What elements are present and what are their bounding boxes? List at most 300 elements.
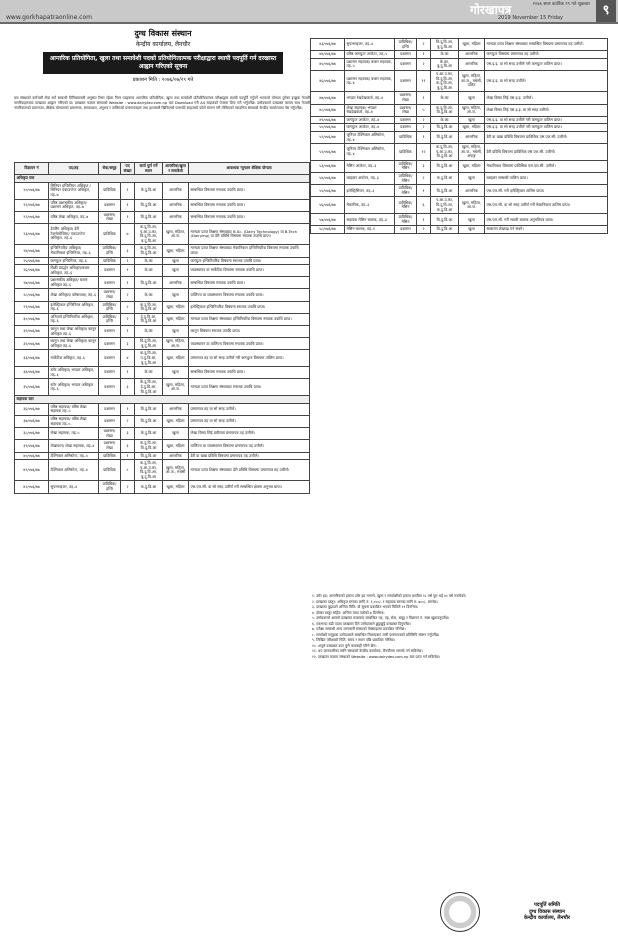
service-group: प्रशासन/लेखा: [99, 211, 121, 223]
work-place: वि.दु.वि.आ: [135, 277, 163, 289]
ad-number: २५/०७६/७७: [15, 257, 49, 265]
post-name: जुनियर टेक्निकल असिस्टेन्ट, तह–४: [345, 131, 395, 143]
service-group: प्राविधिक/मेसिन: [395, 214, 417, 226]
qualification: एस.एल.सी. वा सो सरह उत्तीर्ण गरी सम्बन्धित क्षेत्रमा अनुभव प्राप्त।: [189, 481, 310, 493]
table-row: [311, 124, 608, 132]
signature-line: पदपूर्ति समिति: [533, 902, 561, 908]
post-count: ३: [121, 428, 135, 440]
note-item: १. उमेर हद: आन्तरिकको हकमा उमेर हद नलाग्ने, खुला र समावेशीको हकमा कम्तीमा १८ वर्ष पूरा भई ४० वर्ष ननाघेको।: [312, 594, 467, 598]
post-count: ३: [417, 160, 431, 172]
service-group: प्राविधिक: [99, 223, 121, 244]
post-count: २: [121, 313, 135, 325]
competition-type: खुला, महिला: [163, 415, 189, 427]
qualification: मान्यता प्राप्त शिक्षण संस्थाबाट B.Sc. (Dairy Technology) वा B.Tech (Dairying) वा डेरी प्रविधि विषयमा स्नातक उपाधि प्राप्त।: [189, 223, 310, 244]
post-count: १: [121, 199, 135, 211]
service-group: प्रशासन/लेखा: [99, 428, 121, 440]
table-row: [311, 70, 608, 91]
work-place: वि.दु.वि.आ: [431, 226, 459, 234]
post-name: टेक्निकल असिस्टेन्ट, तह–४: [49, 460, 99, 481]
service-group: प्रशासन: [99, 379, 121, 396]
post-name: प्रशासन सहायक/ बजार सहायक, तह–५: [345, 58, 395, 70]
table-row: [15, 415, 310, 427]
post-count: १: [121, 277, 135, 289]
work-place: क.दु.वि.आ, प.आ.उ.का, वि.दु.वि.आ, ब.दु.वि.आ: [135, 223, 163, 244]
note-item: ४. दोब्बर दस्तुर सहित: अन्तिम म्याद नाघेको ७ दिनभित्र।: [312, 610, 385, 615]
post-count: २: [417, 173, 431, 185]
competition-type: खुला: [459, 116, 485, 124]
work-place: क.दु.वि.आ, प.आ.उ.का, वि.दु.वि.आ, बु.दु.वि.आ: [135, 460, 163, 481]
table-row: [311, 173, 608, 185]
col-header: आवश्यक न्यूनतम शैक्षिक योग्यता: [189, 163, 310, 175]
work-place: के.का: [135, 265, 163, 277]
service-group: प्रशासन/लेखा: [99, 440, 121, 452]
note-item: २. दरखास्त दस्तुर: अधिकृत स्तरका लागि रु. १,०००/- र सहायक स्तरका लागि रु. ७००/- लाग्नेछ।: [312, 599, 438, 604]
post-name: वरिष्ठ कम्प्युटर अपरेटर, तह–५: [345, 51, 395, 59]
ad-number: २८/०७६/७७: [15, 289, 49, 301]
competition-type: आन्तरिक: [459, 58, 485, 70]
service-group: प्राविधिक: [99, 452, 121, 460]
service-group: प्रशासन: [99, 403, 121, 415]
ad-number: ५८/०७६/७७: [311, 226, 345, 234]
service-group: प्रशासन: [99, 199, 121, 211]
table-row: [15, 440, 310, 452]
post-name: वरिष्ठ सहायक/ वरिष्ठ लेखा सहायक तह–५: [49, 403, 99, 415]
post-count: २: [121, 289, 135, 301]
table-row: [15, 289, 310, 301]
qualification: लेखा विषय लिई प्रवीणता प्रमाणपत्र तह उत्तीर्ण।: [189, 428, 310, 440]
post-name: कम्प्युटर अपरेटर, तह–४: [345, 124, 395, 132]
competition-type: खुला, महिला: [163, 301, 189, 313]
competition-type: खुला, महिला, आ.ज.: [163, 338, 189, 350]
post-count: १: [417, 214, 431, 226]
ad-number: २१/०७६/७७: [15, 199, 49, 211]
post-name: वरिष्ठ लेखा अधिकृत, तह–७: [49, 211, 99, 223]
qualification: मेकानिकल विषयमा प्राविधिक एस.एल.सी. उत्तीर्ण।: [485, 160, 608, 172]
table-row: [15, 211, 310, 223]
work-place: क.दु.वि.आ: [431, 173, 459, 185]
service-group: प्रशासन: [99, 338, 121, 350]
org-logo-icon: [440, 892, 480, 932]
service-group: प्रशासन: [395, 116, 417, 124]
table-row: [15, 338, 310, 350]
note-item: ११. थप जानकारीका लागि संस्थाको केन्द्रीय कार्यालय, लैनचौरमा सम्पर्क गर्न सकिनेछ।: [312, 649, 423, 653]
col-header: आन्तरिक/खुला र समावेशी: [163, 163, 189, 175]
post-name: स्टोर अधिकृत/ भण्डार अधिकृत, तह–६: [49, 367, 99, 379]
competition-type: खुला: [163, 428, 189, 440]
competition-type: खुला: [163, 265, 189, 277]
table-row: [311, 116, 608, 124]
service-group: प्राविधिक/मेसिन: [395, 197, 417, 214]
ad-number: २२/०७६/७७: [15, 211, 49, 223]
intro-paragraph: यस संस्थाको कर्मचारी सेवा सर्त सम्बन्धी विनियमावली अनुसार रिक्त रहेका निम्न पदहरूमा आन्तरिक प्रतियोगिता, खुला तथा समावेशी प्रतियोगितात्मक परीक्षाद्वारा स्थायी पदपूर्ति गर्नुपर्ने भएकाले योग्यता पुगेका इच्छुक नेपाली नागरिकहरूबाट दरखास्त आह्वान गरिएको छ। दरखास्त फाराम संस्थाको Website : www.dairydev.com.np बाट Download गरी A4 साइजको पेपरमा प्रिन्ट गरी भर्नुपर्नेछ। उम्मेदवारले दरखास्त फाराम साथ नेपाली नागरिकताको प्रमाणपत्र, शैक्षिक योग्यताको प्रमाणपत्र, समकक्षता, अनुभव र तालिमको प्रमाणपत्रहरू तथा हालसालै खिचिएको पासपोर्ट साइजको फोटो संलग्न गरी तोकिएको म्यादभित्र संस्थाको केन्द्रीय कार्यालयमा पेस गर्नुपर्नेछ।: [14, 96, 310, 110]
ad-number: ३४/०७६/७७: [15, 367, 49, 379]
table-row: [15, 301, 310, 313]
note-item: ३. दरखास्त बुझाउने अन्तिम मिति: यो सूचना प्रकाशित भएको मितिले २१ दिनभित्र।: [312, 605, 419, 609]
competition-type: खुला, महिला: [163, 313, 189, 325]
table-row: [15, 199, 310, 211]
signature-line: दुग्ध विकास संस्थान: [529, 908, 565, 915]
post-count: १: [121, 326, 135, 338]
competition-type: खुला: [163, 289, 189, 301]
post-name: सुपरभाइजर, तह–४: [345, 39, 395, 51]
post-count: ४: [121, 350, 135, 367]
col-header: पद संख्या: [121, 163, 135, 175]
service-group: प्रशासन/लेखा: [395, 92, 417, 104]
work-place: वि.दु.वि.आ: [135, 199, 163, 211]
qualification: व्यवस्थापन वा मार्केटिङ विषयमा स्नातक उपाधि प्राप्त।: [189, 265, 310, 277]
table-row: [15, 428, 310, 440]
vacancy-table-left: [14, 162, 310, 494]
ad-number: ५१/०७६/७७: [311, 131, 345, 143]
ad-number: ५४/०७६/७७: [311, 173, 345, 185]
work-place: के.का: [135, 326, 163, 338]
competition-type: खुला: [163, 257, 189, 265]
work-place: के.का: [431, 116, 459, 124]
col-header: विज्ञापन नं: [15, 163, 49, 175]
table-row: [311, 197, 608, 214]
notes-list: [312, 594, 608, 660]
ad-number: ३६/०७६/७७: [15, 403, 49, 415]
ad-number: ५६/०७६/७७: [311, 197, 345, 214]
publish-date: प्रकाशन मिति : २०७६/०७/२९ गते: [132, 77, 194, 83]
paper-date-en: 2019 November 15 Friday: [498, 15, 564, 21]
qualification: ब्वाइलर सम्बन्धी तालिम प्राप्त।: [485, 173, 608, 185]
competition-type: खुला, महिला: [459, 39, 485, 51]
post-count: १: [121, 367, 135, 379]
post-count: १: [417, 92, 431, 104]
table-row: [311, 92, 608, 104]
table-row: [311, 58, 608, 70]
table-row: [311, 104, 608, 116]
work-place: के.दु.वि.आ: [135, 428, 163, 440]
service-group: प्राविधिक/इन्जि: [99, 301, 121, 313]
work-place: वि.दु.वि.आ: [431, 185, 459, 197]
notice-title: आन्तरिक प्रतियोगिता, खुला तथा समावेशी पदको प्रतियोगितात्मक परीक्षाद्वारा स्थायी पदपूर्ति गर्न दरखास्त आह्वान गरिएको सूचना: [43, 52, 283, 74]
competition-type: खुला, महिला, आ.ज., मधेसी, अपाङ्ग: [459, 144, 485, 161]
post-count: २: [417, 116, 431, 124]
work-place: क.दु.वि.आ, वि.दु.वि.आ: [431, 104, 459, 116]
service-group: प्राविधिक: [99, 460, 121, 481]
work-place: के.का: [135, 289, 163, 301]
table-row: [311, 160, 608, 172]
qualification: वाणिज्य वा व्यवस्थापन विषयमा स्नातक उपाधि प्राप्त।: [189, 289, 310, 301]
work-place: वि.दु.वि.आ: [431, 160, 459, 172]
qualification: डेरी प्रविधि विषयमा प्राविधिक एस.एल.सी. उत्तीर्ण।: [485, 144, 608, 161]
work-place: क.दु.वि.आ, प.आ.उ.का, वि.दु.वि.आ: [431, 144, 459, 161]
table-row: [15, 326, 310, 338]
work-place: प.आ.उ.का, वि.दु.वि.आ, क.दु.वि.आ: [431, 197, 459, 214]
qualification: एस.इ.इ. वा सो सरह उत्तीर्ण गरी कम्प्युटर तालिम प्राप्त।: [485, 116, 608, 124]
post-count: १: [121, 265, 135, 277]
table-row: [15, 379, 310, 396]
table-row: [15, 481, 310, 493]
col-header: कार्य पूर्ण गर्ने स्थान: [135, 163, 163, 175]
competition-type: खुला, महिला, आ.ज.: [163, 223, 189, 244]
ad-number: ३०/०७६/७७: [15, 313, 49, 325]
competition-type: खुला, महिला, आ.ज.: [459, 104, 485, 116]
newspaper-masthead: [0, 0, 618, 24]
competition-type: आन्तरिक: [163, 199, 189, 211]
post-name: कम्प्युटर इन्जिनियर, तह–६: [49, 257, 99, 265]
post-count: ७: [121, 223, 135, 244]
work-place: के.का: [135, 257, 163, 265]
service-group: प्राविधिक: [99, 257, 121, 265]
post-name: स्टोर अधिकृत/ भण्डार अधिकृत तह–६: [49, 379, 99, 396]
work-place: वि.दु.वि.आ: [135, 415, 163, 427]
post-name: मेसिन चालक, तह–१: [345, 226, 395, 234]
post-count: ६: [417, 197, 431, 214]
competition-type: खुला, महिला: [459, 160, 485, 172]
table-row: [15, 313, 310, 325]
table-row: [311, 51, 608, 59]
post-count: २: [417, 124, 431, 132]
competition-type: खुला: [163, 326, 189, 338]
post-name: जुनियर टेक्निकल असिस्टेन्ट, तह–४: [345, 144, 395, 161]
ad-number: ४४/०७६/७७: [311, 51, 345, 59]
table-row: [15, 182, 310, 199]
post-count: १: [417, 185, 431, 197]
ad-number: २३/०७६/७७: [15, 223, 49, 244]
post-count: १: [121, 452, 135, 460]
ad-number: ४१/०७६/७७: [15, 460, 49, 481]
post-count: २: [417, 58, 431, 70]
table-header-row: [15, 163, 310, 175]
qualification: साधारण लेखपढ गर्न सक्ने।: [485, 226, 608, 234]
qualification: सम्बन्धित विषयमा स्नातक उपाधि प्राप्त।: [189, 367, 310, 379]
table-row: [15, 223, 310, 244]
qualification: मान्यता प्राप्त शिक्षण संस्थाबाट डेरी प्रविधि विषयमा प्रमाणपत्र तह उत्तीर्ण।: [189, 460, 310, 481]
table-row: [15, 452, 310, 460]
work-place: क.दु.वि.आ, वि.दु.वि.आ: [135, 245, 163, 257]
table-row: [15, 277, 310, 289]
post-count: २: [121, 301, 135, 313]
post-name: कम्प्युटर अपरेटर, तह–४: [345, 116, 395, 124]
qualification: प्रमाणपत्र तह वा सो सरह उत्तीर्ण गरी कम्प्युटर विषयमा तालिम प्राप्त।: [189, 350, 310, 367]
site-url[interactable]: www.gorkhapatraonline.com: [6, 14, 92, 21]
table-row: [15, 350, 310, 367]
ad-number: ४६/०७६/७७: [311, 70, 345, 91]
qualification: एस.एल.सी. गरी इलेक्ट्रिकल तालिम प्राप्त।: [485, 185, 608, 197]
post-count: ३: [121, 245, 135, 257]
competition-type: खुला: [163, 367, 189, 379]
ad-number: ४३/०७६/७७: [311, 39, 345, 51]
qualification: वाणिज्य वा व्यवस्थापन विषयमा प्रमाणपत्र तह उत्तीर्ण।: [189, 440, 310, 452]
post-name: इलेक्ट्रिकल इन्जिनियर अधिकृत, तह–६: [49, 301, 99, 313]
competition-type: आन्तरिक: [163, 403, 189, 415]
qualification: प्रमाणपत्र तह वा सो सरह उत्तीर्ण।: [189, 403, 310, 415]
competition-type: खुला, महिला, आ.ज.: [459, 197, 485, 214]
table-row: [311, 185, 608, 197]
post-count: १२: [417, 144, 431, 161]
note-item: १०. अपूर्ण दरखास्त उपर कुनै कारबाही गरिने छैन।: [312, 643, 377, 648]
qualification: एस.एल.सी. वा सो सरह उत्तीर्ण गरी मेकानिकल तालिम प्राप्त।: [485, 197, 608, 214]
post-name: लेखा अधिकृत/ कोषाध्यक्ष, तह–६: [49, 289, 99, 301]
work-place: क.दु.वि.आ, वि.दु.वि.आ: [135, 301, 163, 313]
competition-type: खुला, महिला, आ.ज., मधेसी: [163, 460, 189, 481]
office-name: केन्द्रीय कार्यालय, लैनचौर: [135, 41, 191, 48]
work-place: प.आ.उ.का, वि.दु.वि.आ, क.दु.वि.आ, बु.दु.वि.आ: [431, 70, 459, 91]
ad-number: ४९/०७६/७७: [311, 116, 345, 124]
competition-type: खुला, महिला, आ.ज.: [163, 379, 189, 396]
post-count: ३: [121, 338, 135, 350]
paper-name: गोरखापत्र: [470, 3, 512, 17]
qualification: एस.इ.इ. वा सो सरह उत्तीर्ण गरी कम्प्युटर तालिम प्राप्त।: [485, 124, 608, 132]
competition-type: आन्तरिक: [459, 51, 485, 59]
work-place: वि.दु.वि.आ, बु.दु.वि.आ: [135, 338, 163, 350]
competition-type: खुला: [459, 226, 485, 234]
post-count: ११: [417, 70, 431, 91]
section-row: [15, 396, 310, 404]
table-row: [15, 265, 310, 277]
qualification: सम्बन्धित विषयमा स्नातक उपाधि प्राप्त।: [189, 182, 310, 199]
qualification: इलेक्ट्रिकल इन्जिनियरिङ विषयमा स्नातक उपाधि प्राप्त।: [189, 301, 310, 313]
ad-number: ४७/०७६/७७: [311, 92, 345, 104]
qualification: सम्बन्धित विषयमा स्नातक उपाधि प्राप्त।: [189, 277, 310, 289]
work-place: वि.दु.वि.आ: [135, 211, 163, 223]
service-group: प्राविधिक/इन्जि: [395, 39, 417, 51]
qualification: सम्बन्धित विषयमा स्नातक उपाधि प्राप्त।: [189, 211, 310, 223]
post-name: प्रशासन सहायक/ बजार सहायक, तह–४: [345, 70, 395, 91]
post-count: १: [121, 403, 135, 415]
post-name: टेक्निकल असिस्टेन्ट, तह–५: [49, 452, 99, 460]
qualification: कम्प्युटर इन्जिनियरिङ विषयमा स्नातक उपाधि प्राप्त।: [189, 257, 310, 265]
service-group: प्राविधिक/मेसिन: [395, 160, 417, 172]
ad-number: ५७/०७६/७७: [311, 214, 345, 226]
work-place: के.दु.वि.आ, हे.दु.वि.आ, वि.दु.वि.आ: [135, 379, 163, 396]
competition-type: खुला, महिला: [163, 440, 189, 452]
table-row: [15, 367, 310, 379]
competition-type: आन्तरिक: [459, 185, 485, 197]
competition-type: आन्तरिक: [163, 182, 189, 199]
post-name: ब्वाइलर अपरेटर, तह–३: [345, 173, 395, 185]
service-group: प्रशासन: [395, 51, 417, 59]
competition-type: खुला: [459, 173, 485, 185]
ad-number: ५२/०७६/७७: [311, 144, 345, 161]
post-count: २: [121, 481, 135, 493]
post-count: ५: [417, 104, 431, 116]
section-label: अधिकृत स्तर: [15, 175, 310, 183]
qualification: मान्यता प्राप्त शिक्षण संस्थाबाट सम्बन्धित विषयमा प्रमाणपत्र तह उत्तीर्ण।: [485, 39, 608, 51]
service-group: प्रशासन: [99, 415, 121, 427]
competition-type: आन्तरिक: [163, 211, 189, 223]
post-name: वरिष्ठ सहायक/ वरिष्ठ लेखा सहायक तह–५: [49, 415, 99, 427]
ad-number: ३५/०७६/७७: [15, 379, 49, 396]
table-row: [311, 226, 608, 234]
post-count: ३: [121, 379, 135, 396]
note-item: ८. समावेशी समूहका उम्मेदवारले सम्बन्धित निकायबाट जारी प्रमाणपत्रको प्रतिलिपि संलग्न गर्नुपर्नेछ।: [312, 632, 440, 637]
ad-number: ३८/०७६/७७: [15, 428, 49, 440]
page-number: ९: [596, 0, 616, 22]
ad-number: २९/०७६/७७: [15, 301, 49, 313]
ad-number: २४/०७६/७७: [15, 245, 49, 257]
work-place: के.का: [431, 51, 459, 59]
service-group: प्राविधिक/मेसिन: [395, 173, 417, 185]
service-group: प्रशासन: [395, 58, 417, 70]
ad-number: ३१/०७६/७७: [15, 326, 49, 338]
competition-type: आन्तरिक: [163, 452, 189, 460]
ad-number: २०/०७६/७७: [15, 182, 49, 199]
service-group: प्राविधिक/इन्जि: [99, 481, 121, 493]
service-group: प्रशासन/लेखा: [99, 289, 121, 301]
signature-line: केन्द्रीय कार्यालय, लैनचौर: [524, 915, 570, 921]
post-count: १: [417, 51, 431, 59]
post-name: लेखापाल/ लेखा सहायक, तह–४: [49, 440, 99, 452]
ad-number: ४२/०७६/७७: [15, 481, 49, 493]
post-name: सहायक मेसिन चालक, तह–३: [345, 214, 395, 226]
post-name: बिक्री प्रवर्द्धन अधिकृत/बजार अधिकृत, तह–६: [49, 265, 99, 277]
work-place: वि.दु.वि.आ: [431, 124, 459, 132]
work-place: हे.दु.वि.आ, वि.दु.वि.आ: [135, 313, 163, 325]
section-label: सहायक स्तर: [15, 396, 310, 404]
ad-number: ३७/०७६/७७: [15, 415, 49, 427]
service-group: प्रशासन: [395, 226, 417, 234]
post-name: डेयरिंग अधिकृत/ डेरी टेक्नोलोजिस्ट/ एकाउन्टेन्ट अधिकृत, तह–६: [49, 223, 99, 244]
post-name: कानुन तथा लेखा अधिकृत/ कानुन अधिकृत तह–६: [49, 326, 99, 338]
qualification: सम्बन्धित विषयमा स्नातक उपाधि प्राप्त।: [189, 199, 310, 211]
ad-number: ४५/०७६/७७: [311, 58, 345, 70]
section-row: [15, 175, 310, 183]
notice-header: [18, 28, 308, 83]
competition-type: खुला, महिला: [163, 245, 189, 257]
note-item: ५. उम्मेदवारले आफ्नो दरखास्त फाराममा सम्बन्धित पद, तह, सेवा, समूह र विज्ञापन नं. स्पष्ट खुलाउनुपर्नेछ।: [312, 616, 450, 620]
qualification: लेखा विषय लिई एस.इ.इ. उत्तीर्ण।: [485, 92, 608, 104]
service-group: प्रशासन: [395, 124, 417, 132]
work-place: वि.दु.वि.आ: [431, 131, 459, 143]
table-row: [15, 460, 310, 481]
qualification: मान्यता प्राप्त शिक्षण संस्थाबाट स्नातक उपाधि प्राप्त।: [189, 379, 310, 396]
post-count: १: [121, 211, 135, 223]
table-row: [311, 39, 608, 51]
competition-type: खुला, महिला: [459, 124, 485, 132]
qualification: एस.इ.इ. वा सो सरह उत्तीर्ण।: [485, 70, 608, 91]
service-group: प्रशासन: [99, 277, 121, 289]
col-header: सेवा/समूह: [99, 163, 121, 175]
qualification: कम्प्युटर विषयमा प्रमाणपत्र तह उत्तीर्ण।: [485, 51, 608, 59]
work-place: क.दु.वि.आ, वि.दु.वि.आ: [135, 440, 163, 452]
org-name: दुग्ध विकास संस्थान: [134, 29, 192, 38]
ad-number: ३२/०७६/७७: [15, 338, 49, 350]
post-count: १: [417, 131, 431, 143]
service-group: प्रशासन: [99, 367, 121, 379]
service-group: प्रशासन: [99, 326, 121, 338]
table-row: [15, 257, 310, 265]
note-item: ७. परीक्षा सम्बन्धी अन्य जानकारी संस्थाको वेबसाइटमा प्रकाशित गरिनेछ।: [312, 627, 406, 631]
post-name: लेखा सहायक/ भण्डार रेखदेखकर्ता, तह–४: [345, 104, 395, 116]
work-place: के.का, बु.दु.वि.आ: [431, 58, 459, 70]
table-row: [311, 131, 608, 143]
ad-number: ४८/०७६/७७: [311, 104, 345, 116]
ad-number: ४०/०७६/७७: [15, 452, 49, 460]
qualification: मान्यता प्राप्त शिक्षण संस्थाबाट इन्जिनियरिङ विषयमा स्नातक उपाधि प्राप्त।: [189, 313, 310, 325]
qualification: व्यवस्थापन वा वाणिज्य विषयमा स्नातक उपाधि प्राप्त।: [189, 338, 310, 350]
qualification: लेखा विषय लिई एस.इ.इ. वा सो सरह उत्तीर्ण।: [485, 104, 608, 116]
table-body-right: [311, 39, 608, 234]
service-group: प्राविधिक: [395, 144, 417, 161]
post-name: मार्केटिङ अधिकृत, तह–६: [49, 350, 99, 367]
work-place: के.का: [431, 92, 459, 104]
work-place: क.दु.वि.आ, प.दु.वि.आ, बु.दु.वि.आ: [135, 350, 163, 367]
competition-type: खुला, महिला: [163, 481, 189, 493]
qualification: डेरी वा खाद्य प्रविधि विषयमा प्राविधिक एस.एल.सी. उत्तीर्ण।: [485, 131, 608, 143]
competition-type: खुला, महिला, आ.ज., मधेसी, दलित: [459, 70, 485, 91]
col-header: पद/तह: [49, 163, 99, 175]
post-name: लेखा सहायक, तह–५: [49, 428, 99, 440]
service-group: प्राविधिक: [395, 131, 417, 143]
post-name: मेकानिक, तह–३: [345, 197, 395, 214]
post-count: १: [121, 257, 135, 265]
ad-number: ३९/०७६/७७: [15, 440, 49, 452]
ad-number: २६/०७६/७७: [15, 265, 49, 277]
